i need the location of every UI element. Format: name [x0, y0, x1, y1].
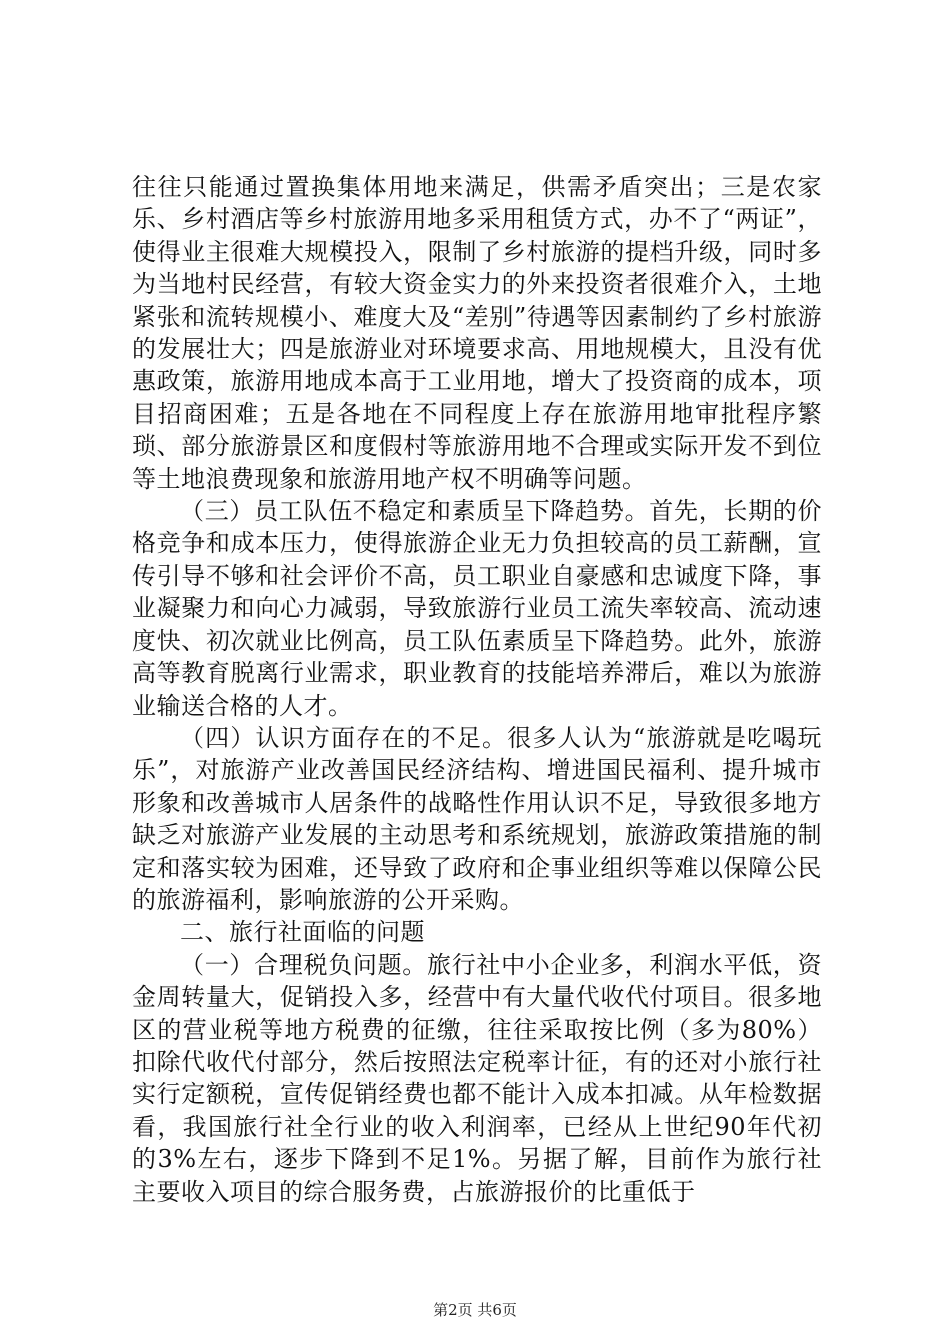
- document-body: [132, 171, 822, 1208]
- page-footer: 第2页 共6页: [433, 1301, 517, 1319]
- paragraph-tax-burden: （一）合理税负问题。旅行社中小企业多，利润水平低，资金周转量大，促销投入多，经营中有大量代收代付项目。很多地区的营业税等地方税费的征缴，往往采取按比例（多为80%）扣除代收代付部分，然后按照法定税率计征，有的还对小旅行社实行定额税，宣传促销经费也都不能计入成本扣减。从年检数据看，我国旅行社全行业的收入利润率，已经从上世纪90年代初的3%左右，逐步下降到不足1%。另据了解，目前作为旅行社主要收入项目的综合服务费，占旅游报价的比重低于: [132, 950, 822, 1206]
- paragraph-awareness-shortcomings: （四）认识方面存在的不足。很多人认为“旅游就是吃喝玩乐”，对旅游产业改善国民经济结构、增进国民福利、提升城市形象和改善城市人居条件的战略性作用认识不足，导致很多地方缺乏对旅游产业发展的主动思考和系统规划，旅游政策措施的制定和落实较为困难，还导致了政府和企事业组织等难以保障公民的旅游福利，影响旅游的公开采购。: [132, 723, 822, 914]
- paragraph-land-use-continued: 往往只能通过置换集体用地来满足，供需矛盾突出；三是农家乐、乡村酒店等乡村旅游用地多采用租赁方式，办不了“两证”，使得业主很难大规模投入，限制了乡村旅游的提档升级，同时多为当地村民经营，有较大资金实力的外来投资者很难介入，土地紧张和流转规模小、难度大及“差别”待遇等因素制约了乡村旅游的发展壮大；四是旅游业对环境要求高、用地规模大，且没有优惠政策，旅游用地成本高于工业用地，增大了投资商的成本，项目招商困难；五是各地在不同程度上存在旅游用地审批程序繁琐、部分旅游景区和度假村等旅游用地不合理或实际开发不到位等土地浪费现象和旅游用地产权不明确等问题。: [132, 173, 822, 493]
- section-heading-travel-agency-problems: 二、旅行社面临的问题: [180, 918, 425, 947]
- paragraph-staff-stability: （三）员工队伍不稳定和素质呈下降趋势。首先，长期的价格竞争和成本压力，使得旅游企业无力负担较高的员工薪酬，宣传引导不够和社会评价不高，员工职业自豪感和忠诚度下降，事业凝聚力和向心力减弱，导致旅游行业员工流失率较高、流动速度快、初次就业比例高，员工队伍素质呈下降趋势。此外，旅游高等教育脱离行业需求，职业教育的技能培养滞后，难以为旅游业输送合格的人才。: [132, 497, 822, 720]
